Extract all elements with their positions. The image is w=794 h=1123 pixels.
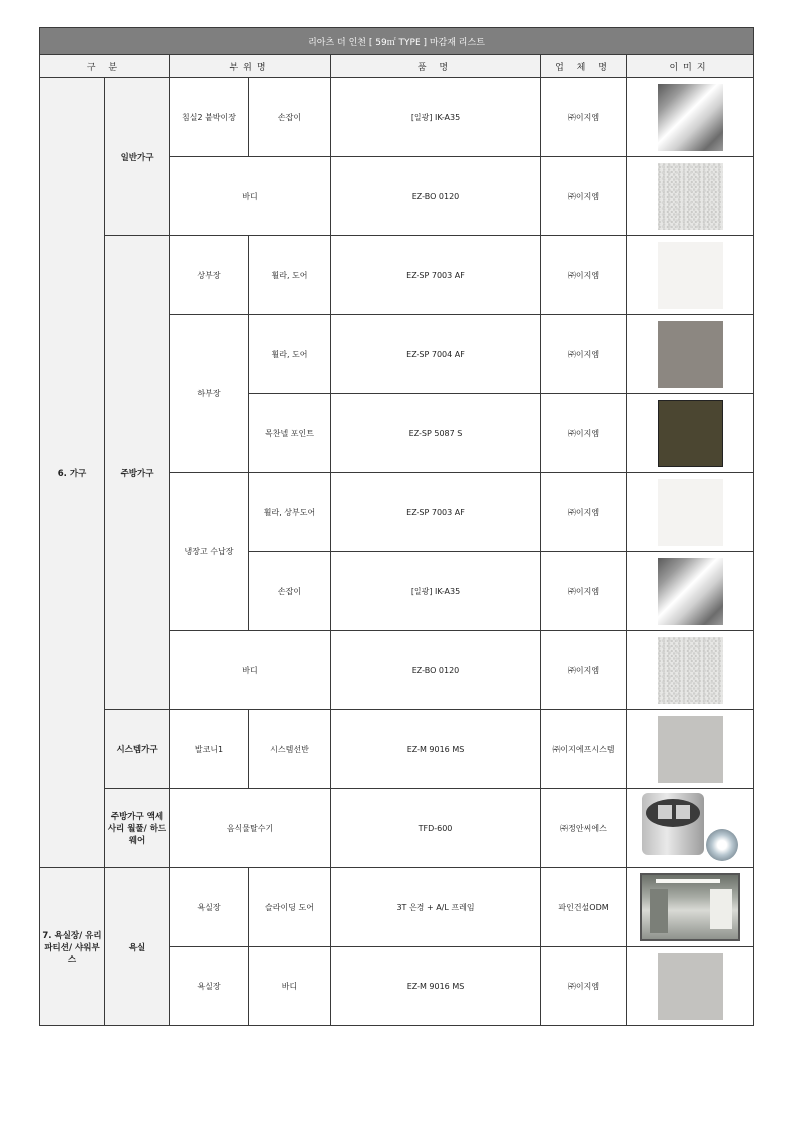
table-row bbox=[40, 789, 754, 868]
chrome-swatch bbox=[658, 84, 723, 151]
part1-cell: 욕실장 bbox=[170, 868, 249, 947]
product-cell: 3T 은경 + A/L 프레임 bbox=[331, 868, 541, 947]
product-cell: [일광] IK-A35 bbox=[331, 552, 541, 631]
company-cell: 파인건설ODM bbox=[541, 868, 627, 947]
taupe-swatch bbox=[658, 321, 723, 388]
stone-swatch bbox=[658, 163, 723, 230]
part2-cell: 손잡이 bbox=[249, 552, 331, 631]
header-part: 부위명 bbox=[170, 55, 331, 78]
company-cell: ㈜이지엠 bbox=[541, 157, 627, 236]
table-row bbox=[40, 236, 754, 315]
part2-cell: 목찬넬 포인트 bbox=[249, 394, 331, 473]
part2-cell: 시스템선반 bbox=[249, 710, 331, 789]
company-cell: ㈜이지엠 bbox=[541, 631, 627, 710]
product-cell: EZ-SP 7004 AF bbox=[331, 315, 541, 394]
product-cell: EZ-M 9016 MS bbox=[331, 710, 541, 789]
company-cell: ㈜이지엠 bbox=[541, 394, 627, 473]
image-cell bbox=[627, 631, 754, 710]
image-cell bbox=[627, 947, 754, 1026]
image-cell bbox=[627, 236, 754, 315]
stone-swatch bbox=[658, 637, 723, 704]
image-cell bbox=[627, 157, 754, 236]
part2-cell: 휠라, 도어 bbox=[249, 236, 331, 315]
page-title: 리아츠 더 인천 [ 59㎡ TYPE ] 마감재 리스트 bbox=[40, 28, 754, 55]
part1-cell: 바디 bbox=[170, 631, 331, 710]
white-swatch bbox=[658, 242, 723, 309]
part1-cell: 냉장고 수납장 bbox=[170, 473, 249, 631]
subgroup-kitchen-accessory: 주방가구 액세사리 월풀/ 하드웨어 bbox=[105, 789, 170, 868]
part1-cell: 상부장 bbox=[170, 236, 249, 315]
part2-cell: 바디 bbox=[249, 947, 331, 1026]
chrome-swatch bbox=[658, 558, 723, 625]
product-cell: EZ-SP 7003 AF bbox=[331, 473, 541, 552]
header-image: 이미지 bbox=[627, 55, 754, 78]
product-cell: EZ-M 9016 MS bbox=[331, 947, 541, 1026]
subgroup-kitchen: 주방가구 bbox=[105, 236, 170, 710]
light-grey-swatch bbox=[658, 716, 723, 783]
bathroom-mirror-photo bbox=[640, 873, 740, 941]
image-cell bbox=[627, 552, 754, 631]
part2-cell: 슬라이딩 도어 bbox=[249, 868, 331, 947]
part1-cell: 발코니1 bbox=[170, 710, 249, 789]
product-cell: EZ-BO 0120 bbox=[331, 157, 541, 236]
subgroup-system: 시스템가구 bbox=[105, 710, 170, 789]
group-furniture: 6. 가구 bbox=[40, 78, 105, 868]
subgroup-bath: 욕실 bbox=[105, 868, 170, 1026]
product-cell: EZ-BO 0120 bbox=[331, 631, 541, 710]
company-cell: ㈜이지엠 bbox=[541, 315, 627, 394]
group-bath: 7. 욕실장/ 유리파티션/ 샤워부스 bbox=[40, 868, 105, 1026]
part2-cell: 휠라, 도어 bbox=[249, 315, 331, 394]
subgroup-general: 일반가구 bbox=[105, 78, 170, 236]
header-company: 업 체 명 bbox=[541, 55, 627, 78]
header-product: 품 명 bbox=[331, 55, 541, 78]
company-cell: ㈜이지엠 bbox=[541, 473, 627, 552]
company-cell: ㈜이지엠 bbox=[541, 78, 627, 157]
company-cell: ㈜이지엠 bbox=[541, 947, 627, 1026]
part1-cell: 침실2 붙박이장 bbox=[170, 78, 249, 157]
part2-cell: 손잡이 bbox=[249, 78, 331, 157]
company-cell: ㈜이지에프시스템 bbox=[541, 710, 627, 789]
food-waste-dehydrator-photo bbox=[640, 793, 740, 863]
image-cell bbox=[627, 315, 754, 394]
company-cell: ㈜이지엠 bbox=[541, 236, 627, 315]
part1-cell: 욕실장 bbox=[170, 947, 249, 1026]
part1-cell: 바디 bbox=[170, 157, 331, 236]
product-cell: TFD-600 bbox=[331, 789, 541, 868]
product-cell: EZ-SP 7003 AF bbox=[331, 236, 541, 315]
product-cell: EZ-SP 5087 S bbox=[331, 394, 541, 473]
white-swatch bbox=[658, 479, 723, 546]
dark-olive-swatch bbox=[658, 400, 723, 467]
image-cell bbox=[627, 78, 754, 157]
part1-cell: 음식물탈수기 bbox=[170, 789, 331, 868]
part2-cell: 휠라, 상부도어 bbox=[249, 473, 331, 552]
image-cell bbox=[627, 868, 754, 947]
image-cell bbox=[627, 473, 754, 552]
image-cell bbox=[627, 710, 754, 789]
header-category: 구 분 bbox=[40, 55, 170, 78]
part1-cell: 하부장 bbox=[170, 315, 249, 473]
light-grey-swatch bbox=[658, 953, 723, 1020]
company-cell: ㈜이지엠 bbox=[541, 552, 627, 631]
table-row bbox=[40, 868, 754, 947]
table-row bbox=[40, 78, 754, 157]
finish-material-table bbox=[39, 27, 754, 1026]
image-cell bbox=[627, 789, 754, 868]
table-row bbox=[40, 710, 754, 789]
image-cell bbox=[627, 394, 754, 473]
product-cell: [일광] IK-A35 bbox=[331, 78, 541, 157]
company-cell: ㈜정안씨에스 bbox=[541, 789, 627, 868]
